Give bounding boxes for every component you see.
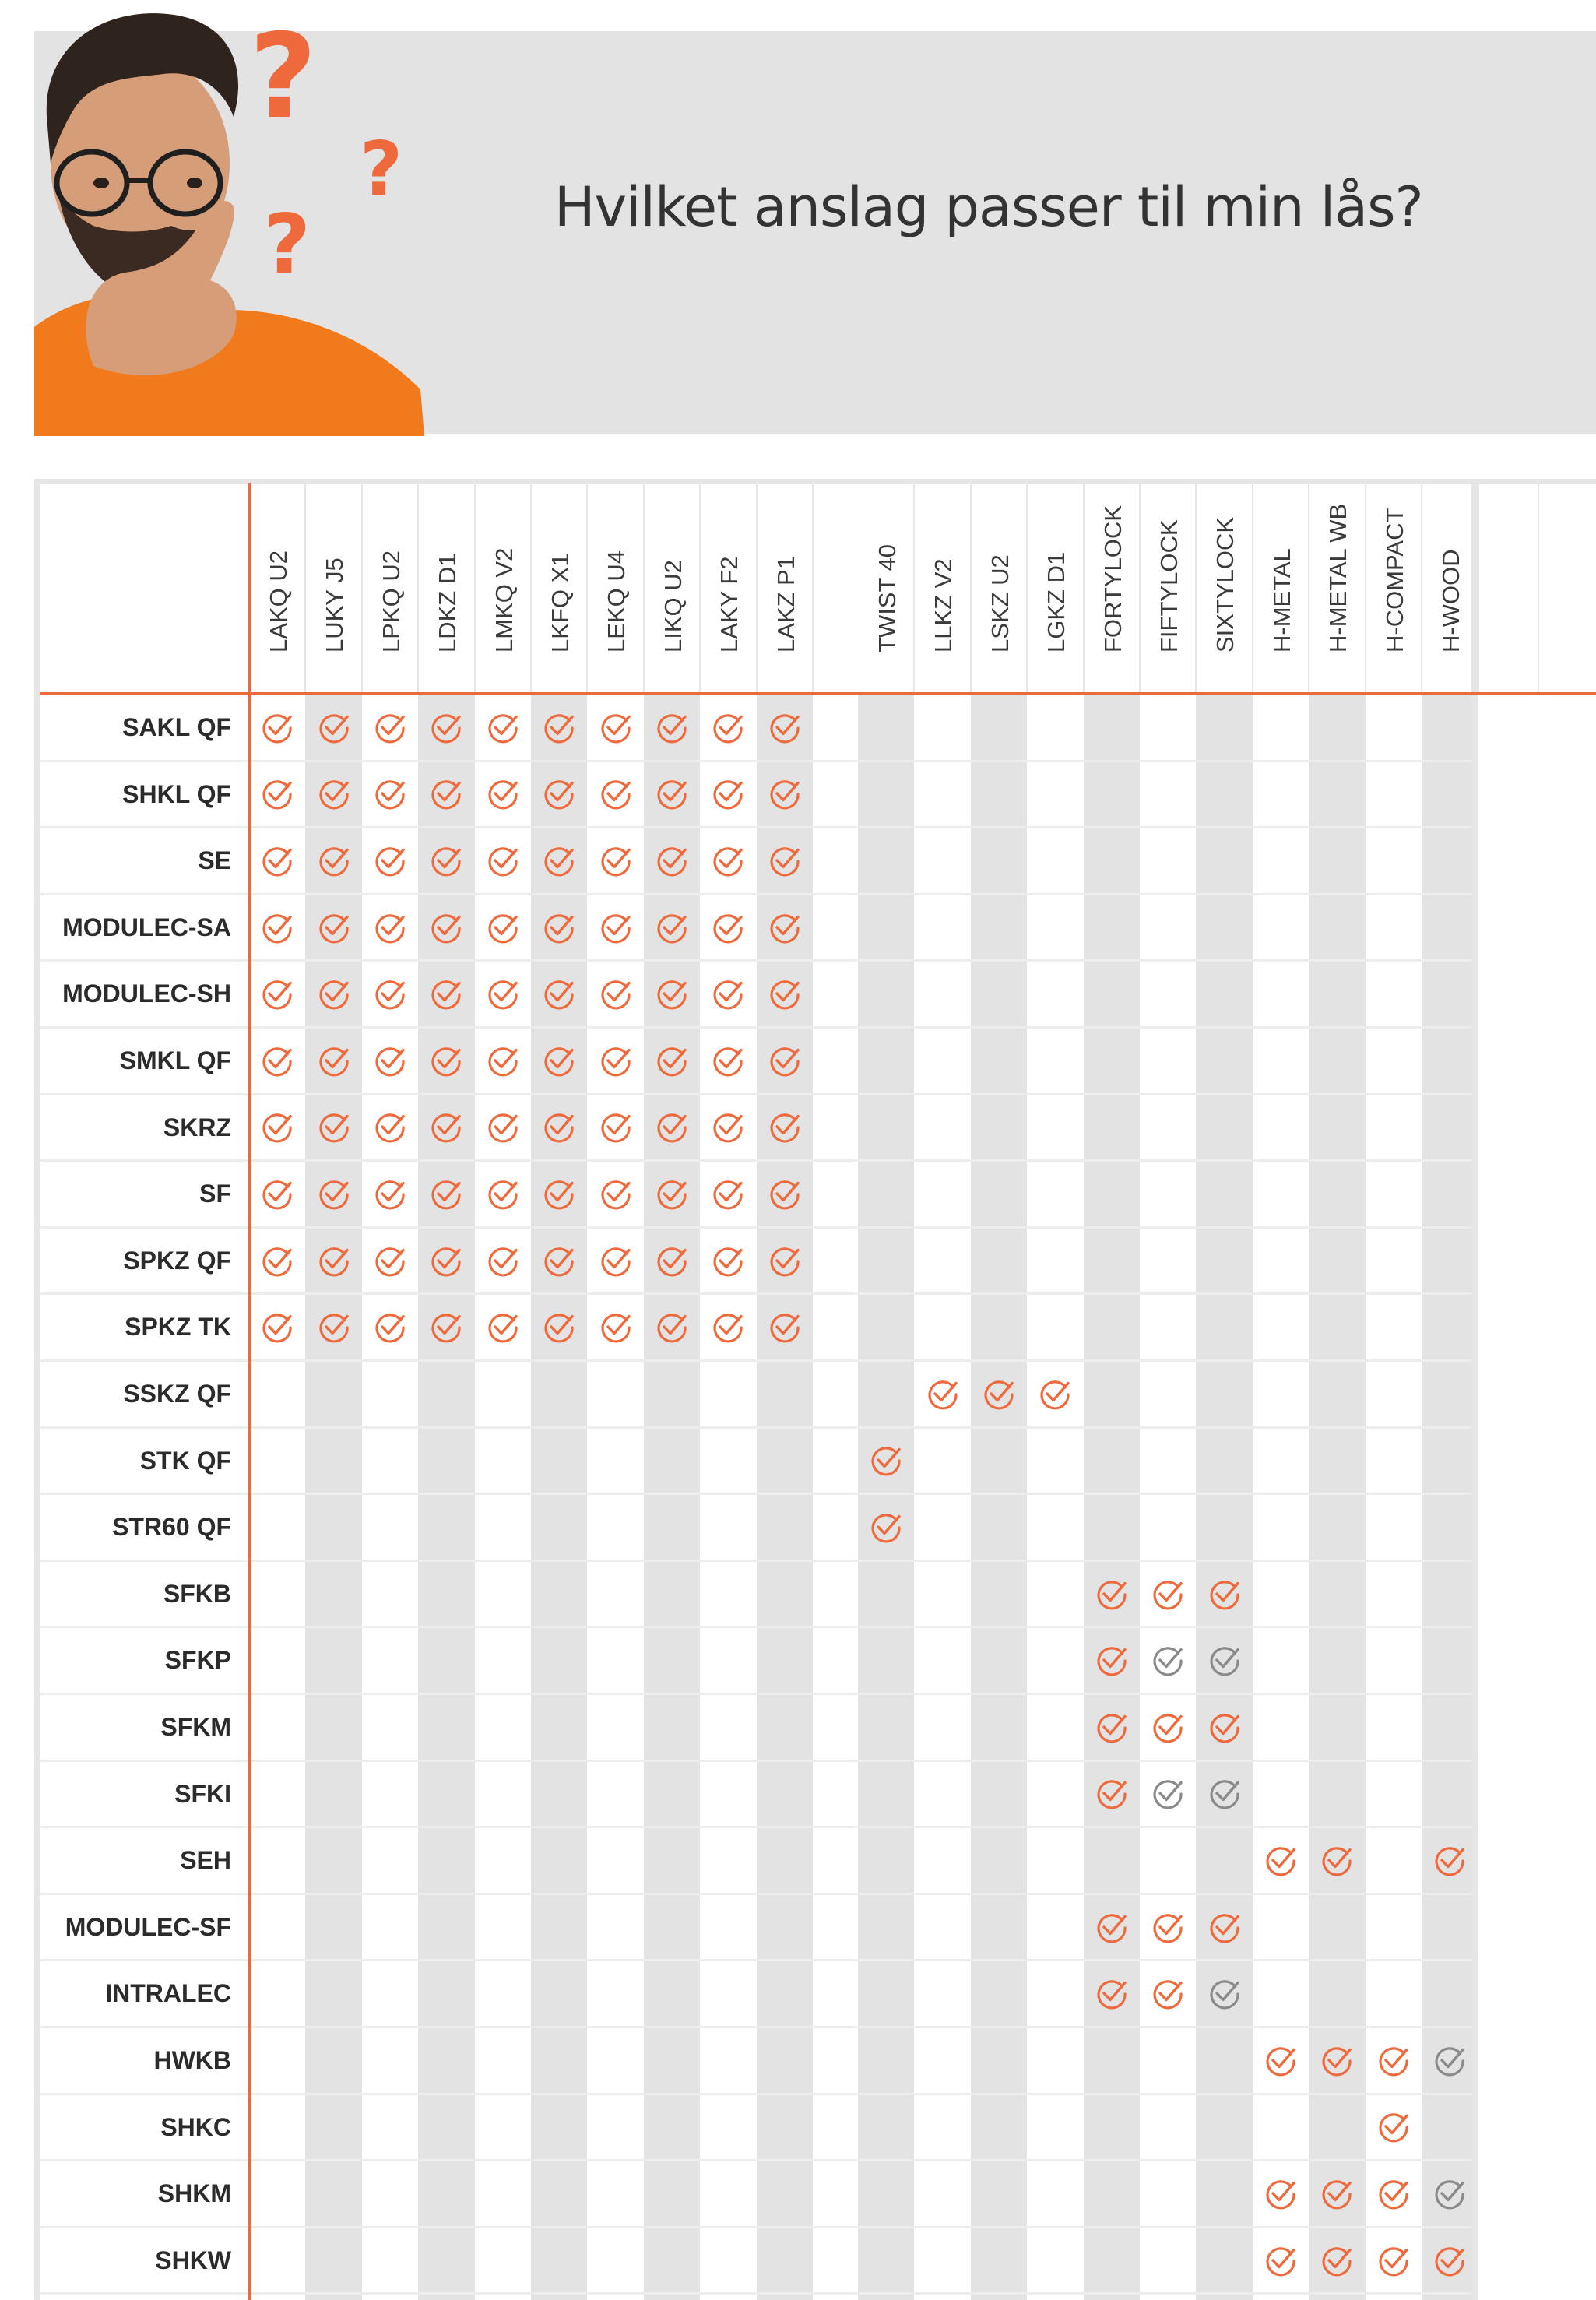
orange-check-icon <box>486 844 520 878</box>
row-divider <box>40 1626 1471 1628</box>
column-header-label: LMKQ V2 <box>490 547 518 652</box>
orange-check-icon <box>260 1110 294 1145</box>
row-divider <box>40 1893 1471 1895</box>
row-divider <box>40 1493 1471 1495</box>
column-header <box>531 484 587 691</box>
column-header-label: LKFQ X1 <box>547 553 574 652</box>
orange-check-icon <box>768 1044 802 1078</box>
orange-check-icon <box>373 777 407 811</box>
orange-check-icon <box>373 1044 407 1078</box>
orange-check-icon <box>711 977 745 1011</box>
gray-check-icon <box>1151 1644 1185 1678</box>
column-header-label: SIXTYLOCK <box>1211 517 1239 652</box>
orange-check-icon <box>542 1177 576 1212</box>
row-divider <box>40 760 1471 762</box>
orange-check-icon <box>542 844 576 878</box>
row-label: SPKZ QF <box>123 1246 231 1275</box>
orange-check-icon <box>711 1177 745 1212</box>
orange-check-icon <box>429 977 463 1011</box>
orange-check-icon <box>655 711 689 745</box>
orange-check-icon <box>1264 2244 1298 2278</box>
orange-check-icon <box>1151 1711 1185 1745</box>
column-header-label: FORTYLOCK <box>1099 505 1127 652</box>
orange-check-icon <box>711 1244 745 1278</box>
orange-check-icon <box>486 711 520 745</box>
column-divider <box>1478 484 1479 695</box>
orange-check-icon <box>768 844 802 878</box>
orange-check-icon <box>317 1110 351 1145</box>
column-stripe <box>858 695 914 2300</box>
row-label: SPKZ TK <box>125 1313 231 1342</box>
row-label: SAKL QF <box>122 713 231 741</box>
column-header-label: LPKQ U2 <box>377 550 405 652</box>
row-divider <box>40 1760 1471 1762</box>
column-header-label: LDKZ D1 <box>434 553 462 652</box>
orange-check-icon <box>1320 2177 1354 2211</box>
page-title: Hvilket anslag passer til min lås? <box>554 175 1423 239</box>
orange-check-icon <box>599 911 633 945</box>
row-label: SFKP <box>164 1646 231 1675</box>
orange-check-icon <box>599 1044 633 1078</box>
column-header-label: LAKZ P1 <box>772 555 800 652</box>
orange-check-icon <box>373 844 407 878</box>
row-label: SFKM <box>160 1713 231 1741</box>
table-frame-top <box>34 479 1596 484</box>
orange-check-icon <box>655 1110 689 1145</box>
orange-check-icon <box>373 911 407 945</box>
orange-check-icon <box>373 977 407 1011</box>
orange-check-icon <box>655 1177 689 1212</box>
column-header <box>587 484 643 691</box>
orange-check-icon <box>429 1177 463 1212</box>
column-header <box>914 484 970 691</box>
orange-check-icon <box>429 844 463 878</box>
orange-check-icon <box>429 1044 463 1078</box>
row-label: SHKL QF <box>122 779 231 808</box>
orange-check-icon <box>486 1044 520 1078</box>
orange-check-icon <box>768 777 802 811</box>
orange-check-icon <box>317 777 351 811</box>
row-label: SF <box>199 1180 231 1208</box>
column-header <box>1027 484 1083 691</box>
orange-check-icon <box>1264 1844 1298 1878</box>
orange-check-icon <box>711 1310 745 1345</box>
column-header <box>644 484 700 691</box>
column-header <box>418 484 474 691</box>
orange-check-icon <box>599 1110 633 1145</box>
orange-check-icon <box>260 711 294 745</box>
column-header <box>700 484 756 691</box>
gray-check-icon <box>1433 2177 1467 2211</box>
gray-check-icon <box>1433 2044 1467 2078</box>
gray-check-icon <box>1208 1644 1242 1678</box>
orange-check-icon <box>655 844 689 878</box>
orange-check-icon <box>542 777 576 811</box>
row-divider <box>40 1426 1471 1429</box>
column-header <box>1309 484 1365 691</box>
orange-check-icon <box>1095 1644 1129 1678</box>
row-divider <box>40 1226 1471 1229</box>
column-header <box>1366 484 1422 691</box>
row-divider <box>40 2159 1471 2161</box>
column-divider <box>1538 484 1539 695</box>
orange-check-icon <box>542 1110 576 1145</box>
row-label: SKRZ <box>163 1113 231 1141</box>
orange-check-icon <box>260 777 294 811</box>
orange-check-icon <box>768 1177 802 1212</box>
row-divider <box>40 1093 1471 1095</box>
row-divider <box>40 1693 1471 1695</box>
svg-text:?: ? <box>249 9 318 145</box>
orange-check-icon <box>542 1044 576 1078</box>
orange-check-icon <box>1376 2044 1411 2078</box>
orange-check-icon <box>655 911 689 945</box>
column-header <box>757 484 813 691</box>
table-frame-left <box>34 479 40 2300</box>
orange-check-icon <box>260 1244 294 1278</box>
orange-check-icon <box>599 1244 633 1278</box>
orange-check-icon <box>768 1310 802 1345</box>
orange-check-icon <box>655 1044 689 1078</box>
thinking-man-illustration <box>0 0 436 436</box>
orange-check-icon <box>429 1244 463 1278</box>
orange-check-icon <box>542 711 576 745</box>
orange-check-icon <box>1433 2244 1467 2278</box>
svg-text:?: ? <box>360 127 403 213</box>
orange-check-icon <box>542 977 576 1011</box>
orange-check-icon <box>768 711 802 745</box>
row-divider <box>40 2026 1471 2028</box>
column-header-label: TWIST 40 <box>874 544 901 652</box>
column-header-label: H-METAL WB <box>1324 503 1352 652</box>
orange-check-icon <box>711 711 745 745</box>
orange-check-icon <box>486 1244 520 1278</box>
orange-check-icon <box>869 1510 903 1545</box>
orange-check-icon <box>317 711 351 745</box>
column-stripe <box>1084 695 1140 2300</box>
column-header-label: LUKY J5 <box>321 557 349 652</box>
row-divider <box>40 2226 1471 2228</box>
column-header-label: H-COMPACT <box>1380 508 1408 652</box>
column-header <box>249 484 305 691</box>
orange-check-icon <box>768 1110 802 1145</box>
orange-check-icon <box>373 1244 407 1278</box>
column-header-label: LAKY F2 <box>715 556 744 652</box>
table-frame-right <box>1471 479 1478 2300</box>
row-label: STR60 QF <box>112 1513 231 1542</box>
orange-check-icon <box>260 977 294 1011</box>
orange-check-icon <box>260 844 294 878</box>
row-divider <box>40 1292 1471 1295</box>
orange-check-icon <box>655 1244 689 1278</box>
column-header-label: LSKZ U2 <box>986 554 1014 652</box>
orange-check-icon <box>317 844 351 878</box>
orange-check-icon <box>260 911 294 945</box>
orange-check-icon <box>1320 2244 1354 2278</box>
orange-check-icon <box>599 777 633 811</box>
orange-check-icon <box>768 977 802 1011</box>
column-header-label: LGKZ D1 <box>1042 551 1070 652</box>
orange-check-icon <box>1095 1577 1129 1612</box>
column-stripe <box>971 695 1027 2300</box>
orange-check-icon <box>429 1310 463 1345</box>
orange-check-icon <box>542 1310 576 1345</box>
row-label: INTRALEC <box>105 1979 231 2008</box>
column-header <box>971 484 1027 691</box>
orange-check-icon <box>1095 1711 1129 1745</box>
orange-check-icon <box>317 977 351 1011</box>
column-header <box>362 484 418 691</box>
orange-check-icon <box>1376 2110 1411 2144</box>
row-divider <box>40 1159 1471 1162</box>
header-underline <box>40 692 1596 695</box>
orange-check-icon <box>486 1110 520 1145</box>
column-header <box>1253 484 1309 691</box>
orange-check-icon <box>1208 1911 1242 1945</box>
orange-check-icon <box>1264 2044 1298 2078</box>
orange-check-icon <box>317 911 351 945</box>
orange-check-icon <box>486 911 520 945</box>
row-label: SFKI <box>174 1779 231 1808</box>
row-divider <box>40 2093 1471 2095</box>
gray-check-icon <box>1208 1777 1242 1811</box>
row-label: MODULEC-SH <box>62 979 231 1008</box>
orange-check-icon <box>1095 1911 1129 1945</box>
orange-check-icon <box>429 711 463 745</box>
orange-check-icon <box>317 1044 351 1078</box>
column-header-label: H-WOOD <box>1437 549 1464 652</box>
orange-check-icon <box>1151 1911 1185 1945</box>
orange-check-icon <box>599 844 633 878</box>
orange-check-icon <box>711 1110 745 1145</box>
row-label: SE <box>198 846 231 875</box>
column-header <box>475 484 531 691</box>
gray-check-icon <box>1208 1977 1242 2011</box>
row-label: STK QF <box>139 1446 231 1475</box>
row-label: SHKC <box>160 2112 231 2141</box>
row-label: MODULEC-SF <box>65 1912 231 1941</box>
svg-text:?: ? <box>263 197 311 292</box>
orange-check-icon <box>373 711 407 745</box>
orange-check-icon <box>599 1177 633 1212</box>
column-header <box>1084 484 1140 691</box>
orange-check-icon <box>317 1310 351 1345</box>
row-label: SHKW <box>155 2245 231 2274</box>
orange-check-icon <box>599 1310 633 1345</box>
row-label: SSKZ QF <box>123 1380 231 1408</box>
row-divider <box>40 959 1471 962</box>
orange-check-icon <box>429 1110 463 1145</box>
row-divider <box>40 893 1471 895</box>
column-stripe <box>1196 695 1252 2300</box>
orange-check-icon <box>1320 2044 1354 2078</box>
row-label: MODULEC-SA <box>62 913 231 941</box>
orange-check-icon <box>486 1310 520 1345</box>
row-label: SFKB <box>163 1579 231 1608</box>
orange-check-icon <box>260 1310 294 1345</box>
orange-check-icon <box>486 777 520 811</box>
orange-check-icon <box>486 1177 520 1212</box>
gray-check-icon <box>1151 1777 1185 1811</box>
orange-check-icon <box>1264 2177 1298 2211</box>
column-header-label: LLKZ V2 <box>930 558 958 652</box>
orange-check-icon <box>373 1177 407 1212</box>
orange-check-icon <box>542 911 576 945</box>
orange-check-icon <box>711 844 745 878</box>
orange-check-icon <box>1151 1977 1185 2011</box>
row-divider <box>40 1959 1471 1961</box>
orange-check-icon <box>1320 1844 1354 1878</box>
column-header-label: LIKQ U2 <box>659 560 687 652</box>
orange-check-icon <box>599 711 633 745</box>
orange-check-icon <box>1151 1577 1185 1612</box>
orange-check-icon <box>260 1044 294 1078</box>
orange-check-icon <box>599 977 633 1011</box>
column-header-label: LEKQ U4 <box>603 550 631 652</box>
orange-check-icon <box>655 777 689 811</box>
row-divider <box>40 1359 1471 1362</box>
orange-check-icon <box>711 1044 745 1078</box>
row-divider <box>40 2292 1471 2295</box>
orange-check-icon <box>373 1310 407 1345</box>
orange-check-icon <box>317 1177 351 1212</box>
orange-check-icon <box>542 1244 576 1278</box>
column-header-label: FIFTYLOCK <box>1155 519 1183 652</box>
row-label: SHKM <box>157 2179 231 2208</box>
row-label: SEH <box>180 1846 231 1875</box>
column-header <box>1140 484 1196 691</box>
orange-check-icon <box>768 911 802 945</box>
orange-check-icon <box>768 1244 802 1278</box>
orange-check-icon <box>926 1377 960 1412</box>
orange-check-icon <box>1208 1577 1242 1612</box>
orange-check-icon <box>655 977 689 1011</box>
orange-check-icon <box>1095 1777 1129 1811</box>
row-divider <box>40 1560 1471 1562</box>
row-divider <box>40 826 1471 828</box>
column-header <box>1422 484 1478 691</box>
orange-check-icon <box>317 1244 351 1278</box>
column-header-label: LAKQ U2 <box>265 550 292 652</box>
row-divider <box>40 1026 1471 1029</box>
orange-check-icon <box>711 777 745 811</box>
column-header <box>1196 484 1252 691</box>
column-header <box>858 484 914 691</box>
orange-check-icon <box>429 777 463 811</box>
orange-check-icon <box>982 1377 1016 1412</box>
orange-check-icon <box>1038 1377 1072 1412</box>
column-header <box>305 484 361 691</box>
row-divider <box>40 1826 1471 1828</box>
orange-check-icon <box>1376 2177 1411 2211</box>
orange-check-icon <box>429 911 463 945</box>
orange-check-icon <box>1208 1711 1242 1745</box>
orange-check-icon <box>260 1177 294 1212</box>
orange-check-icon <box>1095 1977 1129 2011</box>
orange-check-icon <box>373 1110 407 1145</box>
row-label: SMKL QF <box>119 1046 231 1074</box>
orange-check-icon <box>1376 2244 1411 2278</box>
orange-check-icon <box>655 1310 689 1345</box>
orange-check-icon <box>711 911 745 945</box>
label-column-rule <box>248 483 251 2300</box>
orange-check-icon <box>486 977 520 1011</box>
orange-check-icon <box>1433 1844 1467 1878</box>
column-header-label: H-METAL <box>1267 548 1295 652</box>
orange-check-icon <box>869 1444 903 1478</box>
row-label: HWKB <box>153 2046 231 2074</box>
